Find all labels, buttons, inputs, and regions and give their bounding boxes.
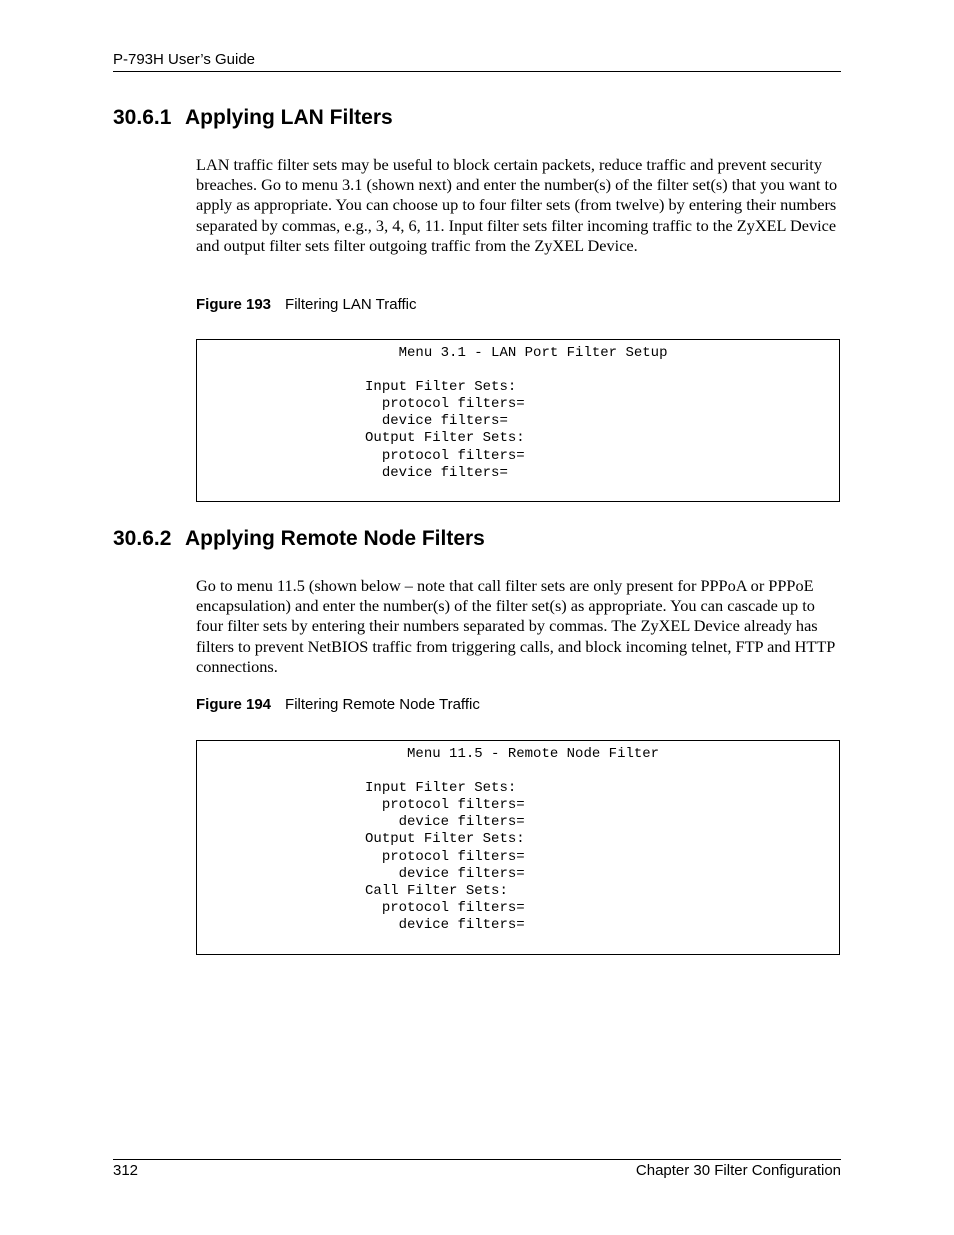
running-header: P-793H User’s Guide — [113, 51, 256, 68]
figure-label: Figure 193 — [196, 296, 272, 313]
menu-screen-lan-port-filter — [196, 339, 840, 502]
figure-caption-194 — [196, 696, 480, 713]
section-title: Applying LAN Filters — [185, 106, 393, 129]
section-number: 30.6.2 — [113, 527, 172, 550]
header-rule — [113, 71, 841, 72]
figure-label: Figure 194 — [196, 696, 272, 713]
section-paragraph-lan-filters: LAN traffic filter sets may be useful to block certain packets, reduce traffic and prevent security breaches. Go to menu 3.1 (shown next) and enter the number(s) of the filter set(s) that you want to apply as appropriate. You can choose up to four filter sets (from twelve) by entering their numbers separated by commas, e.g., 3, 4, 6, 11. Input filter sets filter incoming traffic to the ZyXEL Device and output filter sets filter outgoing traffic from the ZyXEL Device. — [196, 155, 838, 255]
page-number: 312 — [113, 1162, 139, 1179]
figure-title: Filtering Remote Node Traffic — [285, 696, 480, 713]
section-title: Applying Remote Node Filters — [185, 527, 485, 550]
menu-screen-text: Menu 11.5 - Remote Node Filter Input Filter Sets: protocol filters= device filters= Output Filter Sets: protocol filters= device filters= Call Filter Sets: protocol filters= device filters= — [365, 746, 660, 933]
menu-screen-text: Menu 3.1 - LAN Port Filter Setup Input Filter Sets: protocol filters= device filters= Output Filter Sets: protocol filters= device filters= — [365, 345, 668, 481]
section-heading-remote-node-filters — [113, 527, 485, 551]
footer-rule — [113, 1159, 841, 1160]
figure-caption-193 — [196, 296, 416, 313]
section-number: 30.6.1 — [113, 106, 172, 129]
chapter-title: Chapter 30 Filter Configuration — [635, 1162, 841, 1179]
section-paragraph-remote-node-filters: Go to menu 11.5 (shown below – note that call filter sets are only present for PPPoA or PPPoE encapsulation) and enter the number(s) of the filter set(s) as appropriate. You can cascade up to four filter sets by entering their numbers separated by commas. The ZyXEL Device already has filters to prevent NetBIOS traffic from triggering calls, and block incoming telnet, FTP and HTTP connections. — [196, 576, 835, 676]
menu-screen-remote-node-filter — [196, 740, 840, 955]
figure-title: Filtering LAN Traffic — [285, 296, 417, 313]
section-heading-lan-filters — [113, 106, 393, 130]
